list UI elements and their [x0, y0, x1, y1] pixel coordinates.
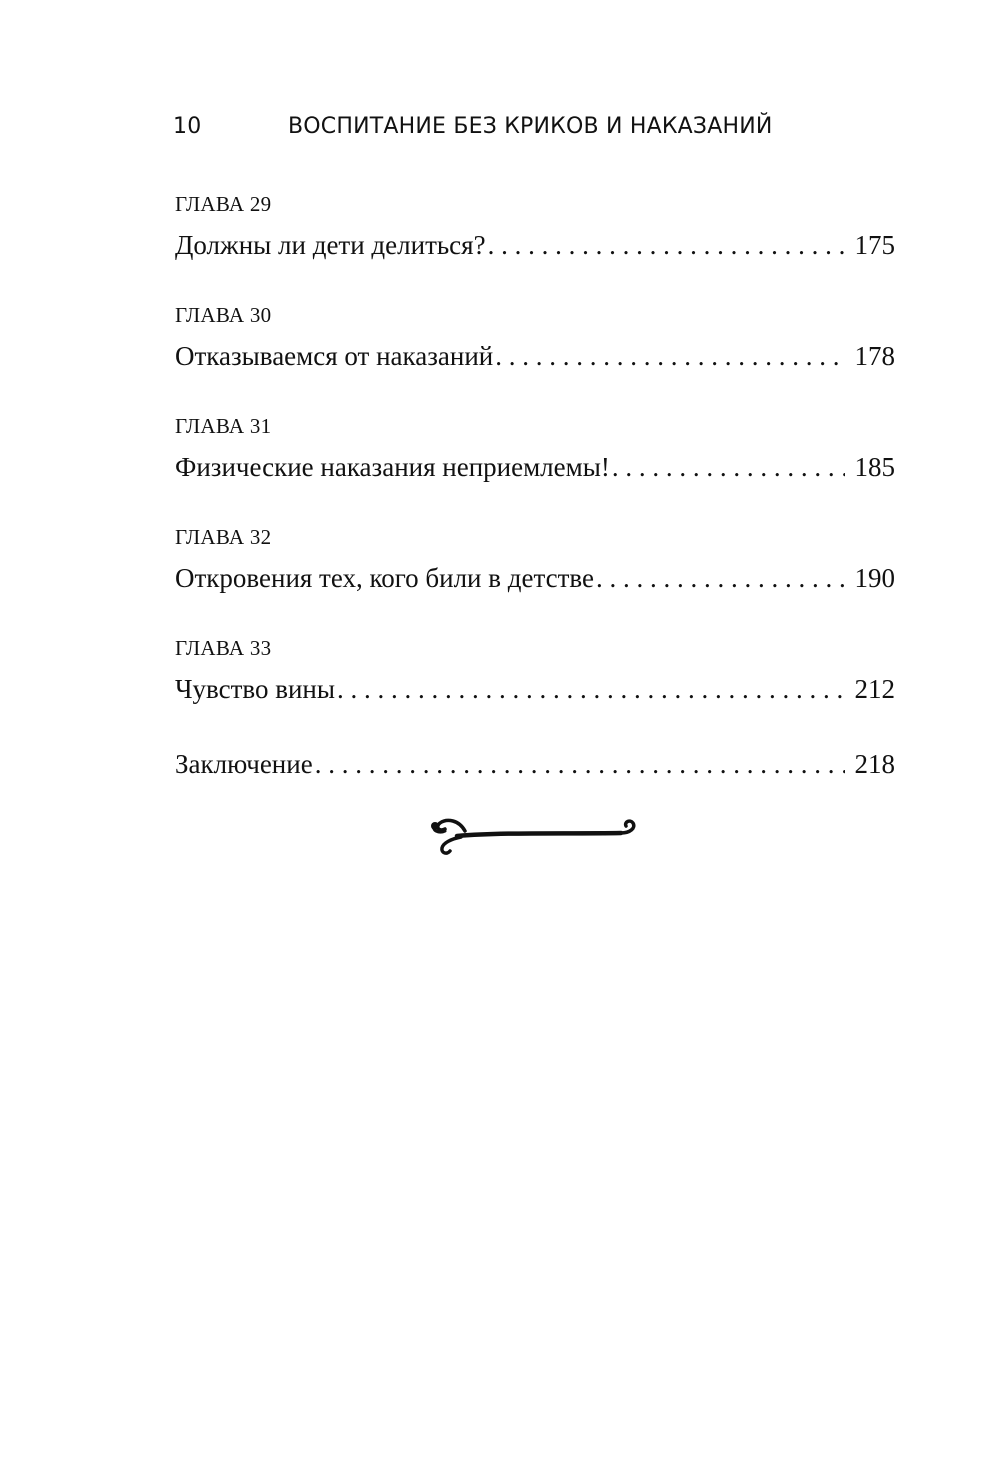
toc-entry-chapter-29	[175, 190, 895, 264]
chapter-label: ГЛАВА 32	[175, 525, 272, 549]
toc-line[interactable]	[175, 559, 895, 597]
chapter-label: ГЛАВА 31	[175, 414, 272, 438]
toc-entry-chapter-30	[175, 301, 895, 375]
toc-line[interactable]	[175, 745, 895, 783]
chapter-label: ГЛАВА 30	[175, 303, 272, 327]
leader-dots	[596, 559, 845, 597]
toc-page-number: 218	[854, 749, 895, 779]
toc-page-number: 175	[854, 230, 895, 260]
flourish-divider-icon	[425, 810, 645, 860]
toc-title: Чувство вины	[175, 674, 336, 704]
page-number: 10	[173, 114, 202, 139]
leader-dots	[495, 337, 844, 375]
leader-dots	[612, 448, 845, 486]
chapter-label: ГЛАВА 33	[175, 636, 272, 660]
book-title: ВОСПИТАНИЕ БЕЗ КРИКОВ И НАКАЗАНИЙ	[288, 114, 773, 139]
chapter-label: ГЛАВА 29	[175, 192, 272, 216]
leader-dots	[488, 226, 845, 264]
toc-page-number: 185	[854, 452, 895, 482]
toc-title: Должны ли дети делиться?	[175, 230, 486, 260]
leader-dots	[315, 745, 845, 783]
toc-entry-chapter-31	[175, 412, 895, 486]
toc-title: Физические наказания неприемлемы!	[175, 452, 610, 482]
toc-line[interactable]	[175, 337, 895, 375]
toc-line[interactable]	[175, 448, 895, 486]
table-of-contents	[175, 190, 895, 820]
toc-title: Откровения тех, кого били в детстве	[175, 563, 594, 593]
toc-title: Отказываемся от наказаний	[175, 341, 494, 371]
toc-page-number: 212	[854, 674, 895, 704]
toc-page-number: 190	[854, 563, 895, 593]
toc-line[interactable]	[175, 670, 895, 708]
toc-entry-chapter-33	[175, 634, 895, 708]
leader-dots	[337, 670, 844, 708]
toc-entry-chapter-32	[175, 523, 895, 597]
running-head	[0, 114, 1000, 146]
toc-entry-conclusion	[175, 745, 895, 783]
toc-title: Заключение	[175, 749, 313, 779]
toc-page-number: 178	[854, 341, 895, 371]
toc-line[interactable]	[175, 226, 895, 264]
